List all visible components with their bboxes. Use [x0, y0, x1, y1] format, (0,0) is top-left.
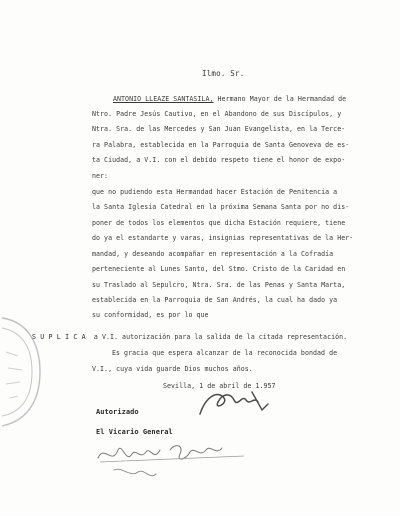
letter-line: que no pudiendo esta Hermandad hacer Estación de Penitencia a: [92, 188, 338, 196]
letter-line: Ntra. Sra. de las Mercedes y San Juan Evangelista, en la Terce-: [92, 125, 346, 133]
letter-line: Hermano Mayor de la Hermandad de: [217, 95, 347, 103]
letter-line: do ya el estandarte y varas, insignias representativas de la Her-: [92, 234, 354, 242]
petitioner-line: [113, 95, 346, 103]
letter-line: establecida en la Parroquia de San Andrés, la cual ha dado ya: [92, 296, 338, 304]
letter-line: perteneciente al Lunes Santo, del Stmo. Cristo de la Caridad en: [92, 265, 346, 273]
letter-line: ta Ciudad, a V.I. con el debido respeto tiene el honor de expo-: [92, 156, 346, 164]
closing-line: Es gracia que espera alcanzar de la reconocida bondad de: [112, 349, 338, 357]
letter-line: ner:: [92, 172, 109, 180]
closing-line: V.I., cuya vida guarde Dios muchos años.: [92, 365, 253, 373]
place-date: Sevilla, 1 de abril de 1.957: [163, 382, 276, 390]
letter-line: poner de todos los elementos que dicha Estación requiere, tiene: [92, 219, 346, 227]
vicar-signature: [94, 436, 254, 484]
letter-line: su conformidad, es por lo que: [92, 311, 209, 319]
petitioner-signature: [196, 386, 274, 422]
petitioner-name: ANTONIO LLEAZE SANTASILA,: [113, 95, 214, 103]
letter-line: mandad, y deseando acompañar en representación a la Cofradía: [92, 250, 334, 258]
letter-line: la Santa Iglesia Catedral en la próxima Semana Santa por no dis-: [92, 203, 350, 211]
letter-line: ra Palabra, establecida en la Parroquia de Santa Genoveva de es-: [92, 141, 350, 149]
greeting: Ilmo. Sr.: [202, 69, 245, 78]
suplica-line: [32, 333, 347, 341]
letter-line: Ntro. Padre Jesús Cautivo, en el Abandono de sus Discípulos, y: [92, 110, 342, 118]
authorized-label: Autorizado: [96, 408, 139, 416]
vicar-label: El Vicario General: [96, 428, 173, 436]
letter-line: su Traslado al Sepulcro, Ntra. Sra. de las Penas y Santa Marta,: [92, 281, 346, 289]
suplica-word: SUPLICA: [32, 333, 90, 341]
suplica-text: a V.I. autorización para la salida de la citada representación.: [93, 333, 348, 341]
